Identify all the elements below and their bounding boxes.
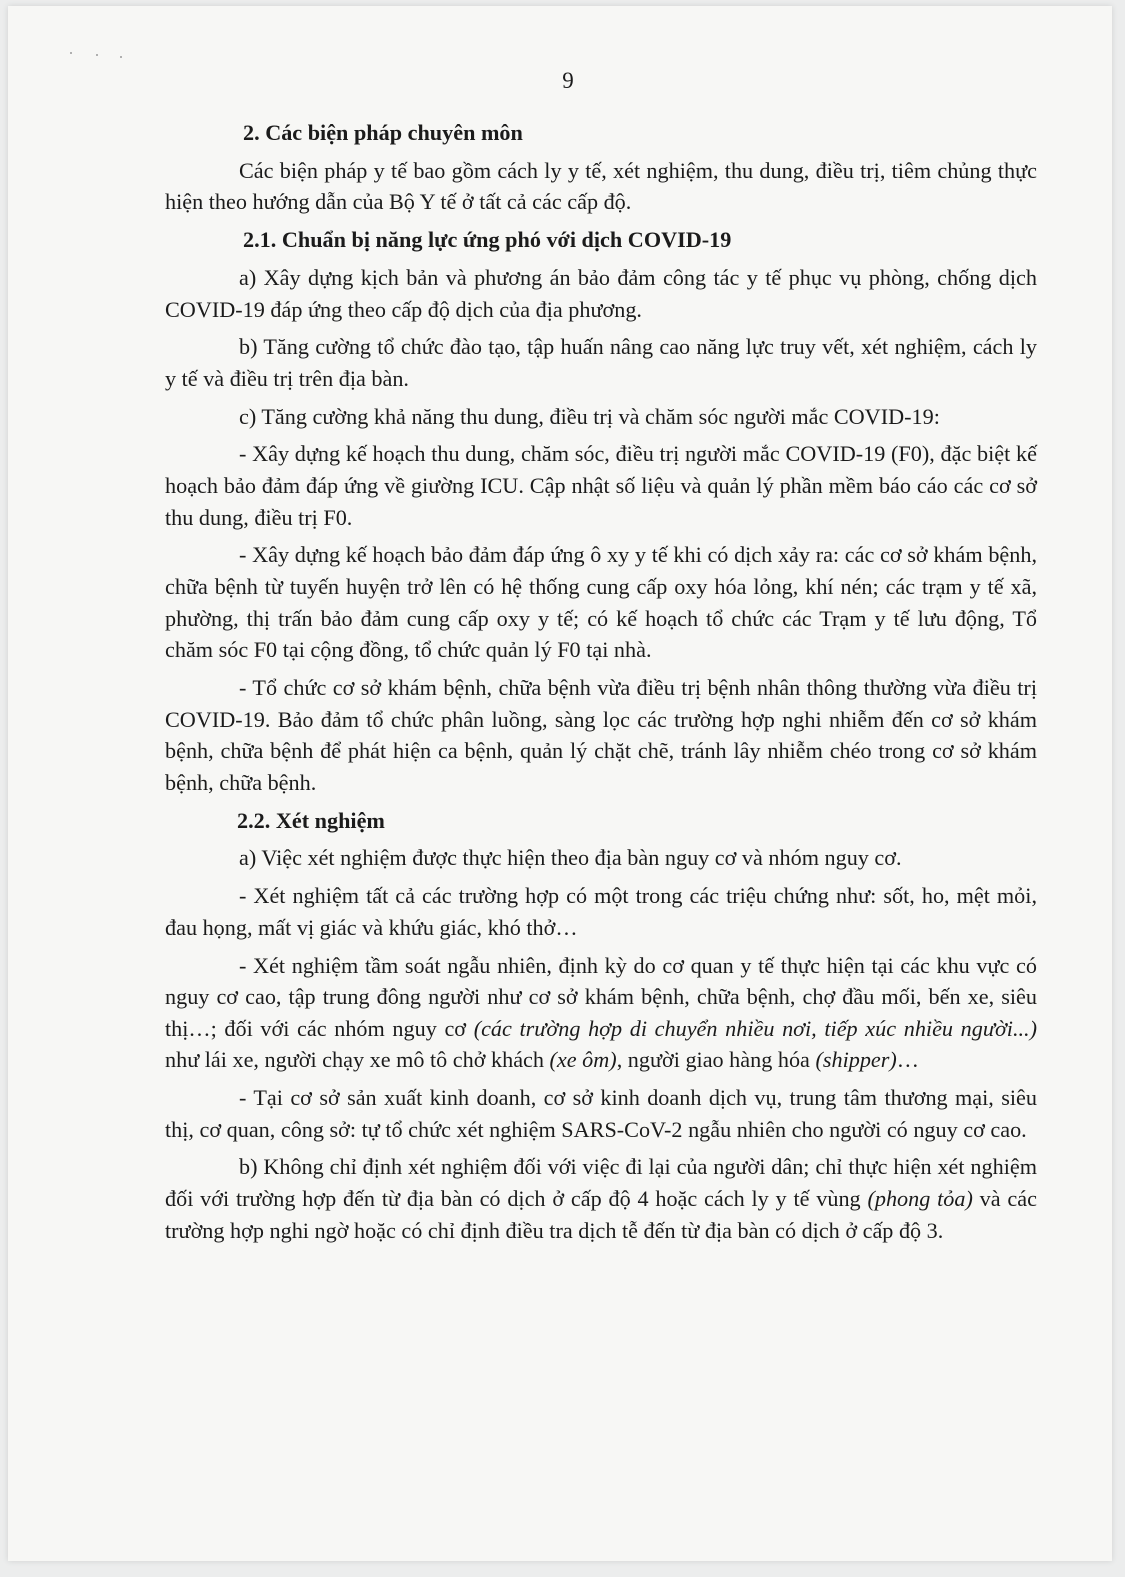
bullet-2-2-a-1: - Xét nghiệm tất cả các trường hợp có một trong các triệu chứng như: sốt, ho, mệt mỏi, đau họng, mất vị giác và khứu giác, khó thở… xyxy=(165,883,1037,940)
section-heading: 2. Các biện pháp chuyên môn xyxy=(243,120,523,145)
scan-speck xyxy=(70,52,72,54)
scan-speck xyxy=(96,54,98,56)
paragraph-2-2-a: a) Việc xét nghiệm được thực hiện theo địa bàn nguy cơ và nhóm nguy cơ. xyxy=(239,845,902,871)
text-run: … xyxy=(896,1047,919,1073)
text-run: b) Không chỉ định xét nghiệm đối với việc đi lại của người dân; chỉ thực hiện xét nghiệm đối với trường hợp đến từ địa bàn có dịch ở cấp độ 4 hoặc cách ly y tế vùng xyxy=(165,1154,1037,1212)
document-body xyxy=(165,117,1037,1252)
bullet-2-1-c-3: - Tổ chức cơ sở khám bệnh, chữa bệnh vừa điều trị bệnh nhân thông thường vừa điều trị COVID-19. Bảo đảm tổ chức phân luồng, sàng lọc các trường hợp nghi nhiễm đến cơ sở khám bệnh, chữa bệnh để phát hiện ca bệnh, quản lý chặt chẽ, tránh lây nhiễm chéo trong cơ sở khám bệnh, chữa bệnh. xyxy=(165,675,1037,795)
text-run: như lái xe, người chạy xe mô tô chở khách xyxy=(165,1047,550,1073)
bullet-2-1-c-1: - Xây dựng kế hoạch thu dung, chăm sóc, điều trị người mắc COVID-19 (F0), đặc biệt kế hoạch bảo đảm đáp ứng về giường ICU. Cập nhật số liệu và quản lý phần mềm báo cáo các cơ sở thu dung, điều trị F0. xyxy=(165,441,1037,530)
paragraph-2-1-a: a) Xây dựng kịch bản và phương án bảo đảm công tác y tế phục vụ phòng, chống dịch COVID-19 đáp ứng theo cấp độ dịch của địa phương. xyxy=(165,264,1037,322)
text-run: - Xét nghiệm tầm soát ngẫu nhiên, định kỳ do cơ quan y tế thực hiện tại các khu vực có nguy cơ cao, tập trung đông người như cơ sở khám bệnh, chữa bệnh, chợ đầu mối, bến xe, siêu thị…; đối với các nhóm nguy cơ xyxy=(165,952,1037,1041)
page-number: 9 xyxy=(562,68,574,93)
bullet-2-2-a-3: - Tại cơ sở sản xuất kinh doanh, cơ sở kinh doanh dịch vụ, trung tâm thương mại, siêu thị, cơ quan, công sở: tự tổ chức xét nghiệm SARS-CoV-2 ngẫu nhiên cho người có nguy cơ cao. xyxy=(165,1085,1037,1142)
paragraph-2-1-c: c) Tăng cường khả năng thu dung, điều trị và chăm sóc người mắc COVID-19: xyxy=(239,403,940,429)
italic-note: (shipper) xyxy=(815,1047,897,1073)
italic-note: (xe ôm) xyxy=(549,1047,617,1073)
subsection-heading-2-1: 2.1. Chuẩn bị năng lực ứng phó với dịch COVID-19 xyxy=(243,227,732,253)
paragraph-2-1-b: b) Tăng cường tổ chức đào tạo, tập huấn nâng cao năng lực truy vết, xét nghiệm, cách ly y tế và điều trị trên địa bàn. xyxy=(165,334,1037,391)
paragraph-2-2-b xyxy=(165,1151,1037,1246)
bullet-2-2-a-2 xyxy=(165,950,1037,1076)
document-page xyxy=(8,6,1112,1561)
italic-note: (các trường hợp di chuyển nhiều nơi, tiếp xúc nhiều người...) xyxy=(473,1015,1037,1041)
scan-speck xyxy=(120,56,122,58)
bullet-2-1-c-2: - Xây dựng kế hoạch bảo đảm đáp ứng ô xy y tế khi có dịch xảy ra: các cơ sở khám bệnh, chữa bệnh từ tuyến huyện trở lên có hệ thống cung cấp oxy hóa lỏng, khí nén; các trạm y tế xã, phường, thị trấn bảo đảm cung cấp oxy y tế; có kế hoạch tổ chức các Trạm y tế lưu động, Tổ chăm sóc F0 tại cộng đồng, tổ chức quản lý F0 tại nhà. xyxy=(165,542,1037,663)
subsection-heading-2-2: 2.2. Xét nghiệm xyxy=(237,807,385,833)
text-run: và các trường hợp nghi ngờ hoặc có chỉ định điều tra dịch tễ đến từ địa bàn có dịch ở cấp độ 3. xyxy=(165,1186,1037,1243)
italic-note: (phong tỏa) xyxy=(867,1186,973,1212)
section-intro: Các biện pháp y tế bao gồm cách ly y tế, xét nghiệm, thu dung, điều trị, tiêm chủng thực hiện theo hướng dẫn của Bộ Y tế ở tất cả các cấp độ. xyxy=(165,157,1037,215)
text-run: , người giao hàng hóa xyxy=(616,1047,816,1073)
